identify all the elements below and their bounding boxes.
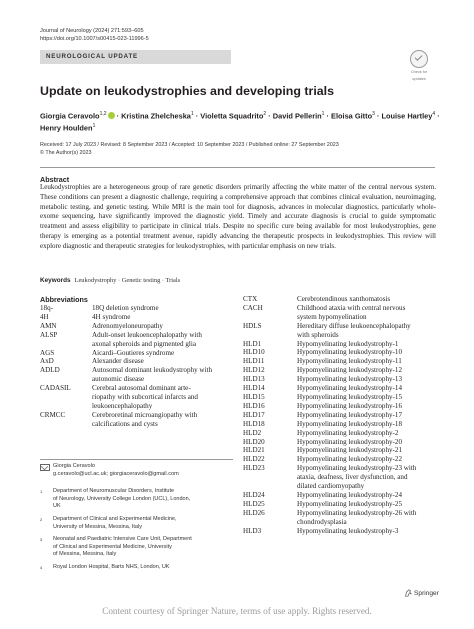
abbreviation-row (40, 322, 236, 331)
abbreviation-term: HLD10 (243, 348, 265, 357)
abbreviation-definition (92, 313, 236, 322)
author-name[interactable]: Louise Hartley (381, 111, 433, 121)
affiliation-line: Royal London Hospital, Barts NHS, London, UK (53, 564, 170, 570)
abbreviation-row (40, 366, 236, 384)
author-line-1: Giorgia Ceravolo$^{1,2}$ · Kristina Zhelcheska$^1$ · Violetta Squadrito$^2$ · David Pellerin$^1$ · Eloisa Gitto$^3$ · Louise Hartley$^4$ · (40, 111, 440, 121)
abbreviation-definition (92, 366, 236, 384)
affiliation (40, 488, 235, 511)
contact-email[interactable]: g.ceravolo@ucl.ac.uk; giorgiaceravolo@gmail.com (53, 471, 179, 478)
author-line-2 (40, 121, 440, 133)
abbreviation-definition (92, 304, 236, 313)
definition-line: system hypomyelination (297, 312, 367, 321)
abbreviation-definition (297, 357, 439, 366)
abbreviation-row (243, 491, 439, 500)
definition-line: Hypomyelinating leukodystrophy-12 (297, 366, 403, 375)
abbreviation-definition (92, 331, 236, 349)
author-list (40, 109, 440, 134)
affiliation-line: Department of Clinical and Experimental Medicine, (53, 516, 177, 522)
definition-line: ataxia, deafness, liver dysfunction, and (297, 473, 408, 482)
author-name[interactable]: David Pellerin (272, 111, 322, 121)
definition-line: Hypomyelinating leukodystrophy-21 (297, 446, 403, 455)
abbreviation-row (243, 446, 439, 455)
abbreviation-row (243, 438, 439, 447)
affiliation-line: of Messina, Messina, Italy (53, 551, 117, 558)
abbreviation-term: HLD14 (243, 384, 265, 393)
abbreviation-row (243, 464, 439, 491)
author-name[interactable]: Giorgia Ceravolo (40, 111, 100, 121)
affiliation-line: of Neurology, University College London (UCL), London, (53, 495, 191, 502)
author-affil: 1,2 (99, 111, 107, 117)
springer-horse-icon (404, 589, 412, 597)
abbreviation-definition (92, 322, 236, 331)
definition-line: Hypomyelinating leukodystrophy-14 (297, 384, 403, 393)
abbreviation-definition (297, 509, 439, 527)
definition-line: calcifications and cysts (92, 419, 158, 428)
abbreviation-definition (297, 500, 439, 509)
check-updates-line2: updates (412, 76, 426, 81)
abbreviation-definition (297, 429, 439, 438)
abbreviation-definition (297, 393, 439, 402)
affiliation-line: Department of Neuromuscular Disorders, Institute (53, 488, 175, 494)
abbreviation-row (40, 331, 236, 349)
abbreviation-term: CRMCC (40, 410, 66, 419)
abbreviation-term: HLD20 (243, 437, 265, 446)
definition-line: 4H syndrome (92, 312, 131, 321)
author-name[interactable]: Kristina Zhelcheska (121, 111, 191, 121)
abbreviation-term: CADASIL (40, 384, 71, 393)
definition-line: riopathy with subcortical infarcts and (92, 393, 198, 402)
abbreviation-definition (297, 446, 439, 455)
abbreviation-definition (92, 349, 236, 358)
affiliation-number: 4 (40, 565, 43, 570)
section-label-bar (40, 50, 231, 64)
definition-line: axonal spheroids and pigmented glia (92, 339, 197, 348)
check-for-updates-badge[interactable] (403, 50, 435, 81)
abbreviation-term: HLD12 (243, 366, 265, 375)
abbreviations-right-column (243, 295, 439, 535)
abstract-text: Leukodystrophies are a heterogeneous group of rare genetic disorders primarily affecting the white matter of the central nervous system. These conditions can present a diagnostic challenge, requiring a comprehensive approach that combines clinical evaluation, neuroimaging, metabolic testing, and genetic testing. While MRI is the main tool for diagnosis, advances in molecular diagnostics, particularly whole-exome sequencing, have significantly improved the diagnostic yield. Timely and accurate diagnosis is crucial to guide symptomatic treatment and assess eligibility to participate in clinical trials. Despite no specific cure being available for most leukodystrophies, gene therapy is emerging as a potential treatment avenue, rapidly advancing the therapeutic prospects in leukodystrophies. This review will explore diagnostic and therapeutic strategies for leukodystrophies, with particular emphasis on new trials. (40, 183, 436, 250)
abbreviation-term: HLD25 (243, 499, 265, 508)
definition-line: Hypomyelinating leukodystrophy-17 (297, 410, 403, 419)
abbreviation-term: HLD21 (243, 446, 265, 455)
abbreviation-row (243, 429, 439, 438)
copyright: © The Author(s) 2023 (40, 149, 92, 156)
abbreviation-definition (297, 438, 439, 447)
definition-line: Hypomyelinating leukodystrophy-24 (297, 490, 403, 499)
affiliation-line: Neonatal and Paediatric Intensive Care Unit, Department (53, 536, 192, 542)
abbreviation-row (243, 384, 439, 393)
abbreviation-row (243, 509, 439, 527)
abbreviation-row (243, 402, 439, 411)
abbreviation-term: HLD16 (243, 401, 265, 410)
abbreviation-definition (297, 402, 439, 411)
abbreviation-row (243, 455, 439, 464)
abbreviation-term: HLD1 (243, 339, 262, 348)
abbreviation-row (40, 349, 236, 358)
abbreviation-definition (297, 366, 439, 375)
abbreviation-definition (297, 527, 439, 536)
check-updates-line1: Check for (410, 70, 428, 74)
abbreviation-row (40, 313, 236, 322)
abbreviation-definition (297, 464, 439, 491)
abbreviation-definition (297, 295, 439, 304)
abbreviation-term: HDLS (243, 321, 262, 330)
doi-link[interactable]: https://doi.org/10.1007/s00415-023-11996-5 (40, 36, 149, 42)
keywords-label: Keywords (40, 277, 71, 284)
publisher-logo-text: Springer (414, 590, 439, 597)
definition-line: Cerebroretinal microangiopathy with (92, 410, 198, 419)
abbreviation-row (243, 420, 439, 429)
author-name[interactable]: Violetta Squadrito (200, 111, 264, 121)
abbreviation-term: HLD15 (243, 392, 265, 401)
abbreviation-term: 4H (40, 312, 49, 321)
history-dates: Received: 17 July 2023 / Revised: 8 September 2023 / Accepted: 10 September 2023 / Published online: 27 September 2023 (40, 142, 339, 148)
definition-line: Hypomyelinating leukodystrophy-18 (297, 419, 403, 428)
abstract-heading: Abstract (40, 175, 70, 184)
orcid-icon[interactable] (108, 112, 115, 119)
affiliation (40, 536, 235, 559)
abbreviation-definition (297, 322, 439, 340)
definition-line: Alexander disease (92, 357, 144, 366)
definition-line: Hypomyelinating leukodystrophy-13 (297, 375, 403, 384)
definition-line: Hypomyelinating leukodystrophy-3 (297, 526, 399, 535)
author-name[interactable]: Eloisa Gitto (331, 111, 373, 121)
abbreviation-row (243, 411, 439, 420)
abbreviation-row (243, 322, 439, 340)
author-affil: 1 (321, 111, 325, 117)
abbreviation-row (243, 340, 439, 349)
author-affil: 4 (432, 111, 436, 117)
affiliation-text (53, 488, 235, 511)
abbreviation-term: HLD18 (243, 419, 265, 428)
abbreviation-term: ALSP (40, 330, 58, 339)
definition-line: leukoencephalopathy (92, 401, 153, 410)
abbreviation-definition (92, 384, 236, 411)
definition-line: Hypomyelinating leukodystrophy-1 (297, 339, 399, 348)
definition-line: Hypomyelinating leukodystrophy-20 (297, 437, 403, 446)
definition-line: chondrodysplasia (297, 517, 347, 526)
affiliation-line: UK (53, 503, 61, 510)
section-label: NEUROLOGICAL UPDATE (46, 53, 138, 60)
abbreviation-definition (92, 411, 236, 429)
abbreviation-row (243, 357, 439, 366)
definition-line: Hypomyelinating leukodystrophy-25 (297, 499, 403, 508)
abbreviation-definition (297, 420, 439, 429)
definition-line: Hypomyelinating leukodystrophy-10 (297, 348, 403, 357)
affiliation-number: 2 (40, 517, 43, 522)
definition-line: Hypomyelinating leukodystrophy-22 (297, 455, 403, 464)
abbreviation-term: AMN (40, 321, 57, 330)
definition-line: Childhood ataxia with central nervous (297, 303, 406, 312)
definition-line: Hypomyelinating leukodystrophy-23 with (297, 464, 417, 473)
author-name[interactable]: Henry Houlden (40, 123, 93, 133)
affiliation-line: of Clinical and Experimental Medicine, University (53, 543, 172, 550)
journal-citation (40, 27, 149, 43)
definition-line: Hypomyelinating leukodystrophy-11 (297, 357, 402, 366)
definition-line: with spheroids (297, 330, 339, 339)
abbreviation-definition (92, 357, 236, 366)
affiliation-number: 1 (40, 489, 43, 494)
abbreviation-term: HLD24 (243, 490, 265, 499)
abbreviations-left-column (40, 304, 236, 429)
contact-name: Giorgia Ceravolo (53, 463, 95, 469)
abbreviation-row (243, 348, 439, 357)
abbreviation-row (40, 304, 236, 313)
footer-notice: Content courtesy of Springer Nature, terms of use apply. Rights reserved. (102, 606, 372, 616)
abbreviation-term: HLD26 (243, 508, 265, 517)
definition-line: autonomic disease (92, 375, 145, 384)
author-affil: 1 (190, 111, 194, 117)
abbreviation-term: HLD17 (243, 410, 265, 419)
definition-line: Cerebral autosomal dominant arte- (92, 384, 191, 393)
author-affil: 1 (92, 123, 96, 130)
abbreviation-term: CTX (243, 295, 258, 303)
definition-line: Hypomyelinating leukodystrophy-2 (297, 428, 399, 437)
definition-line: Hypomyelinating leukodystrophy-16 (297, 401, 403, 410)
abbreviation-term: AGS (40, 348, 55, 357)
definition-line: Adult-onset leukoencephalopathy with (92, 330, 202, 339)
abbreviation-term: HLD11 (243, 357, 265, 366)
journal-name: Journal of Neurology (2024) 271:593–605 (40, 28, 144, 34)
keywords (40, 277, 180, 284)
check-updates-icon (410, 50, 428, 68)
abbreviation-row (243, 295, 439, 304)
abbreviation-definition (297, 411, 439, 420)
definition-line: dilated cardiomyopathy (297, 482, 365, 491)
abbreviation-definition (297, 384, 439, 393)
abbreviation-row (40, 384, 236, 411)
affiliation-text (53, 564, 235, 572)
abbreviation-row (243, 375, 439, 384)
abbreviation-row (243, 304, 439, 322)
author-affil: 3 (372, 111, 375, 117)
abbreviation-term: HLD22 (243, 455, 265, 464)
abbreviation-row (243, 527, 439, 536)
abbreviation-term: ADLD (40, 366, 60, 375)
abbreviation-term: 18q- (40, 304, 54, 312)
envelope-icon (40, 464, 50, 471)
affiliation-number: 3 (40, 537, 43, 542)
abbreviations-heading: Abbreviations (40, 295, 88, 304)
corresponding-author (53, 462, 179, 479)
abbreviation-row (40, 357, 236, 366)
abbreviation-row (243, 393, 439, 402)
abbreviation-term: HLD13 (243, 375, 265, 384)
definition-line: Adrenomyeloneuropathy (92, 321, 163, 330)
abbreviation-term: HLD3 (243, 526, 262, 535)
keywords-text: Leukodystrophy · Genetic testing · Trials (74, 277, 181, 284)
abbreviation-definition (297, 340, 439, 349)
abbreviation-definition (297, 491, 439, 500)
definition-line: 18Q deletion syndrome (92, 304, 159, 312)
affiliation-text (53, 516, 235, 531)
definition-line: Hereditary diffuse leukoencephalopathy (297, 321, 411, 330)
abbreviation-definition (297, 375, 439, 384)
abbreviation-term: HLD23 (243, 464, 265, 473)
abbreviation-term: AxD (40, 357, 54, 366)
abbreviation-row (40, 411, 236, 429)
definition-line: Hypomyelinating leukodystrophy-26 with (297, 508, 417, 517)
definition-line: Cerebrotendinous xanthomatosis (297, 295, 391, 303)
article-dates (40, 142, 339, 157)
abbreviation-term: HLD2 (243, 428, 262, 437)
divider (40, 459, 233, 460)
abbreviation-definition (297, 304, 439, 322)
abbreviation-row (243, 366, 439, 375)
abbreviation-definition (297, 455, 439, 464)
affiliation (40, 564, 235, 572)
definition-line: Autosomal dominant leukodystrophy with (92, 366, 212, 375)
abbreviation-definition (297, 348, 439, 357)
abbreviation-term: CACH (243, 303, 263, 312)
definition-line: Hypomyelinating leukodystrophy-15 (297, 392, 403, 401)
definition-line: Aicardi–Goutieres syndrome (92, 348, 175, 357)
affiliation (40, 516, 235, 531)
affiliation-text (53, 536, 235, 559)
abbreviation-row (243, 500, 439, 509)
author-affil: 2 (263, 111, 267, 117)
affiliation-line: University of Messina, Messina, Italy (53, 523, 142, 530)
article-title: Update on leukodystrophies and developing trials (40, 84, 334, 98)
divider (40, 167, 435, 168)
